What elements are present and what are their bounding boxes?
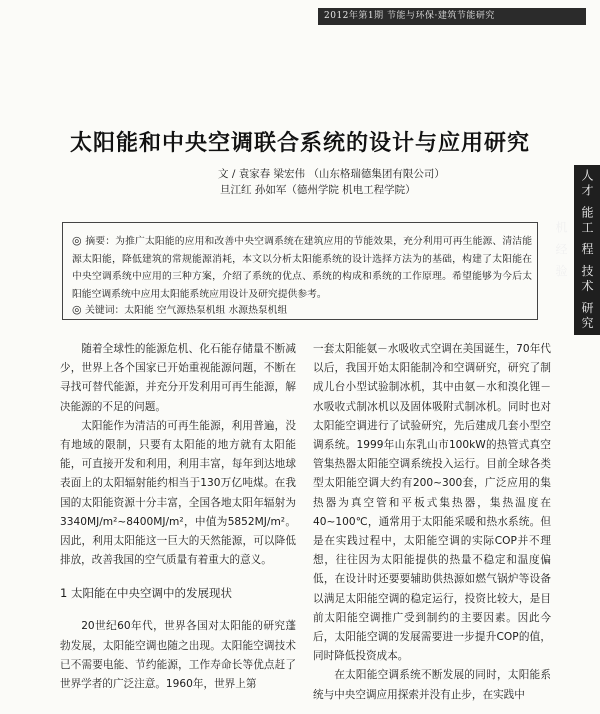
bullet-circle-icon: ◎ <box>72 234 86 247</box>
abstract-text: 为推广太阳能的应用和改善中央空调系统在建筑应用的节能效果，充分利用可再生能源、清洁能源太阳能，降低建筑的常规能源消耗，本文以分析太阳能系统的设计选择方法为的基础，构建了太阳能在中央空调系统中应用的三种方案，介绍了系统的优点、系统的构成和系统的工作原理。希望能够为今后太阳能空调系统中应用太阳能系统应用设计及研究提供参考。 <box>72 236 533 300</box>
abstract-label: 摘要： <box>85 236 116 247</box>
section-heading: 1 太阳能在中央空调中的发展现状 <box>60 586 232 601</box>
keywords <box>72 302 532 319</box>
side-section-tab: 人才 能工 程 技术 研究 机 经 验 <box>574 165 600 335</box>
body-paragraph: 一套太阳能氨－水吸收式空调在美国诞生，70年代以后，我国开始太阳能制冷和空调研究，研究了制成儿台小型试验制冰机，其中由氨－水和溴化锂－水吸收式制冰机以及固体吸附式制冰机。同时也对太阳能空调进行了试验研究，先后建成几套小型空调系统。1999年山东乳山市100kW的热管式真空管集热器太阳能空调系统投入运行。目前全球各类型太阳能空调大约有200~300套，广泛应用的集热器为真空管和平板式集热器，集热温度在40~100℃，通常用于太阳能采暖和热水系统。但是在实践过程中，太阳能空调的实际COP并不理想，往往因为太阳能提供的热量不稳定和温度偏低，在设计时还要要辅助供热源如燃气锅炉等设备以满足太阳能空调的稳定运行，投资比较大，是目前太阳能空调推广受到制约的主要因素。因此今后，太阳能空调的发展需要进一步提升COP的值，同时降低投资成本。 <box>313 343 551 663</box>
bullet-circle-icon: ◎ <box>72 303 86 316</box>
body-paragraph: 随着全球性的能源危机、化石能存储量不断减少，世界上各个国家已开始重视能源问题，不断在寻找可替代能源，并充分开发利用可再生能源，解决能源的不足的问题。 <box>60 343 296 413</box>
keywords-label: 关键词： <box>85 305 125 316</box>
authors-line-2: 旦江红 孙如军（德州学院 机电工程学院） <box>220 184 416 196</box>
body-paragraph: 在太阳能空调系统不断发展的同时，太阳能系统与中央空调应用探索并没有止步，在实践中 <box>313 669 551 701</box>
keywords-text: 太阳能 空气源热泵机组 水源热泵机组 <box>124 305 288 316</box>
paper-title: 太阳能和中央空调联合系统的设计与应用研究 <box>69 130 530 156</box>
body-paragraph: 20世纪60年代，世界各国对太阳能的研究蓬勃发展，太阳能空调也随之出现。太阳能空调技术已不需要电能、节约能源，工作寿命长等优点赶了世界学者的广泛注意。1960年，世界上第 <box>60 620 296 691</box>
authors-block <box>218 166 445 198</box>
left-column <box>60 340 296 694</box>
authors-line-1: 文 / 袁家春 梁宏伟 （山东格瑞德集团有限公司） <box>218 168 445 180</box>
body-paragraph: 太阳能作为清洁的可再生能源，利用普遍，没有地域的限制，只要有太阳能的地方就有太阳能能，可直接开发和利用，利用丰富，每年到达地球表面上的太阳辐射能约相当于130万亿吨煤。在我国的太阳能资源十分丰富，全国各地太阳年辐射为3340MJ/m²~8400MJ/m²，中值为5852MJ/m²。因此，利用太阳能这一巨大的天然能源，可以降低排放，改善我国的空气质量有着重大的意义。 <box>60 419 296 567</box>
abstract <box>72 232 532 303</box>
right-column <box>313 340 551 705</box>
header-banner: 2012年第1期 节能与环保·建筑节能研究 <box>318 8 586 25</box>
